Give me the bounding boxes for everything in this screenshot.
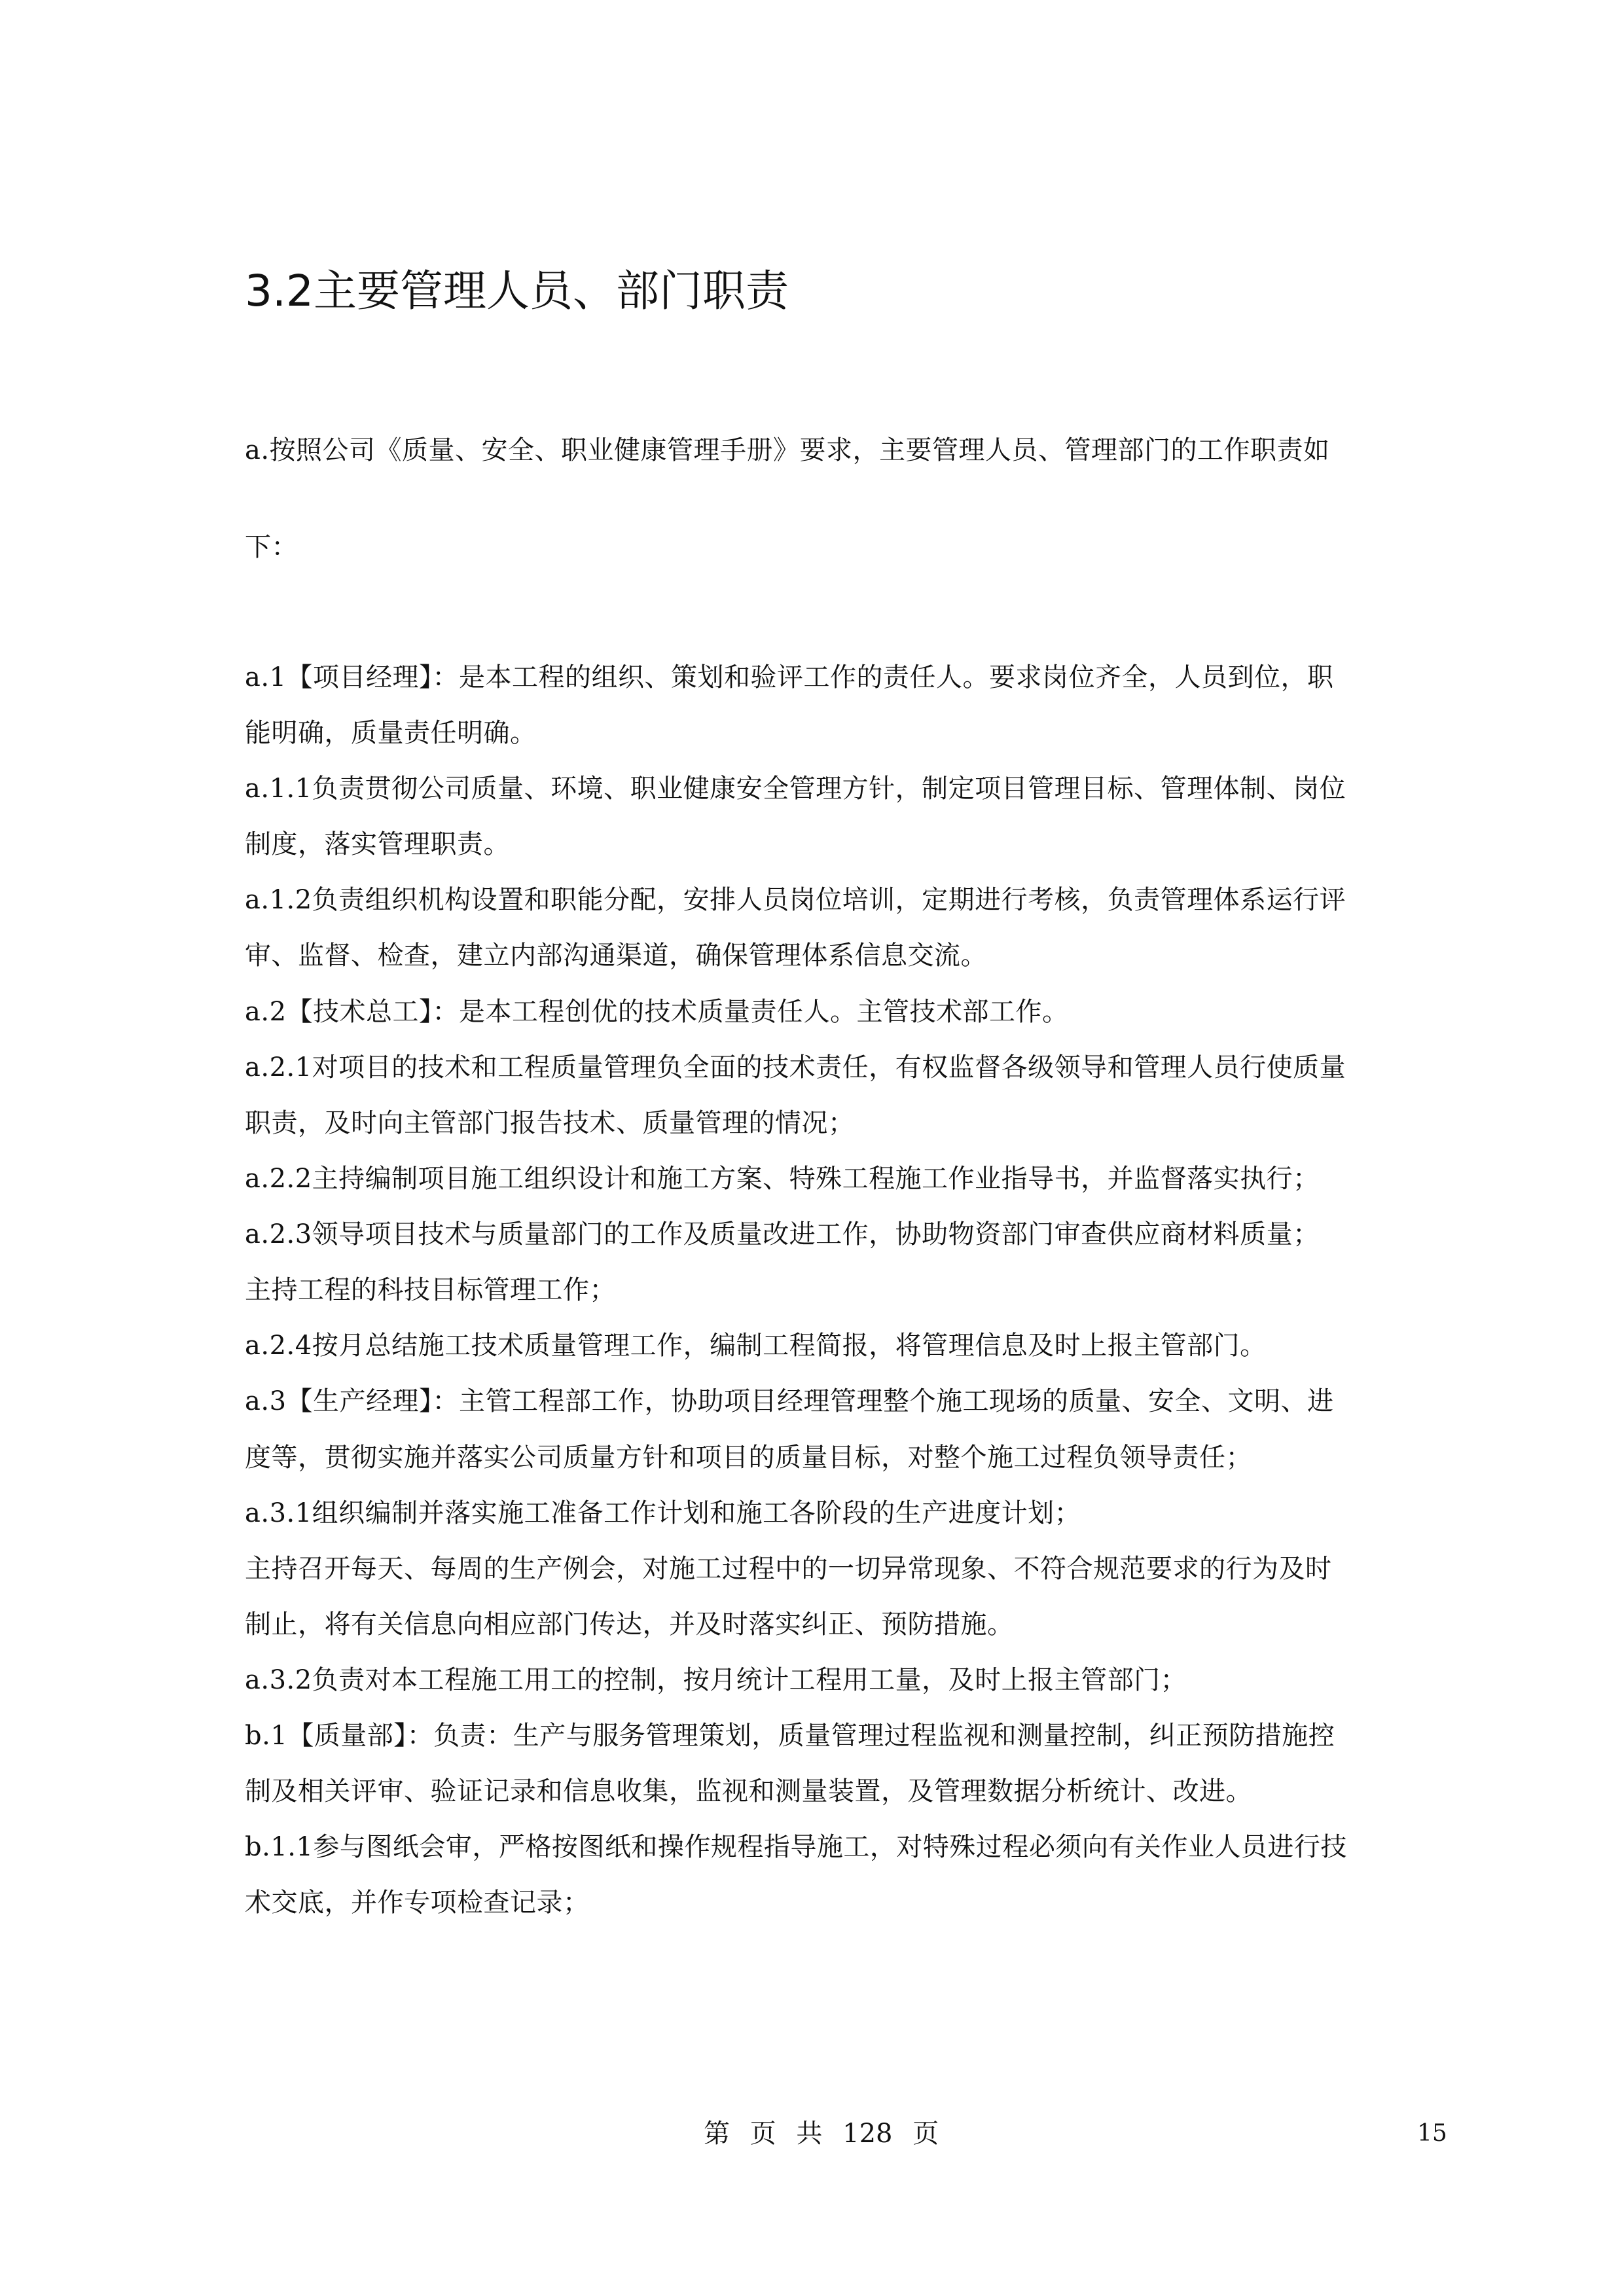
- section-heading: 3.2主要管理人员、部门职责: [245, 266, 789, 316]
- paragraph-line: 制及相关评审、验证记录和信息收集，监视和测量装置，及管理数据分析统计、改进。: [245, 1776, 1252, 1806]
- paragraph-line: b.1.1参与图纸会审，严格按图纸和操作规程指导施工，对特殊过程必须向有关作业人员进行技: [245, 1832, 1347, 1862]
- paragraph-line: a.3【生产经理】：主管工程部工作，协助项目经理管理整个施工现场的质量、安全、文明、进: [245, 1386, 1334, 1416]
- paragraph-line: a.2.2主持编制项目施工组织设计和施工方案、特殊工程施工作业指导书，并监督落实执行；: [245, 1164, 1320, 1194]
- paragraph-line: 下：: [245, 532, 298, 562]
- page-number: 15: [1417, 2120, 1447, 2147]
- paragraph-line: a.1.1负责贯彻公司质量、环境、职业健康安全管理方针，制定项目管理目标、管理体制、岗位: [245, 774, 1346, 804]
- paragraph-line: 能明确，质量责任明确。: [245, 718, 537, 748]
- page-footer-label: 第 页 共 128 页: [704, 2119, 939, 2149]
- paragraph-line: a.3.1组织编制并落实施工准备工作计划和施工各阶段的生产进度计划；: [245, 1498, 1081, 1528]
- paragraph-line: 制止，将有关信息向相应部门传达，并及时落实纠正、预防措施。: [245, 1609, 1014, 1640]
- paragraph-line: a.按照公司《质量、安全、职业健康管理手册》要求，主要管理人员、管理部门的工作职责如: [245, 435, 1330, 465]
- paragraph-line: 术交底，并作专项检查记录；: [245, 1888, 590, 1918]
- paragraph-line: 度等，贯彻实施并落实公司质量方针和项目的质量目标，对整个施工过程负领导责任；: [245, 1443, 1252, 1473]
- paragraph-line: 审、监督、检查，建立内部沟通渠道，确保管理体系信息交流。: [245, 941, 987, 971]
- paragraph-line: a.2.3领导项目技术与质量部门的工作及质量改进工作，协助物资部门审查供应商材料质量；: [245, 1219, 1320, 1249]
- paragraph-line: a.2【技术总工】：是本工程创优的技术质量责任人。主管技术部工作。: [245, 997, 1069, 1027]
- paragraph-line: 主持工程的科技目标管理工作；: [245, 1275, 616, 1305]
- paragraph-line: 主持召开每天、每周的生产例会，对施工过程中的一切异常现象、不符合规范要求的行为及时: [245, 1554, 1332, 1584]
- paragraph-line: a.1【项目经理】：是本工程的组织、策划和验评工作的责任人。要求岗位齐全，人员到位，职: [245, 662, 1334, 692]
- paragraph-line: b.1【质量部】：负责：生产与服务管理策划，质量管理过程监视和测量控制，纠正预防措施控: [245, 1721, 1335, 1751]
- paragraph-line: a.2.1对项目的技术和工程质量管理负全面的技术责任，有权监督各级领导和管理人员行使质量: [245, 1052, 1346, 1083]
- paragraph-line: a.2.4按月总结施工技术质量管理工作，编制工程简报，将管理信息及时上报主管部门。: [245, 1331, 1267, 1361]
- paragraph-line: 职责，及时向主管部门报告技术、质量管理的情况；: [245, 1108, 855, 1138]
- paragraph-line: a.3.2负责对本工程施工用工的控制，按月统计工程用工量，及时上报主管部门；: [245, 1665, 1187, 1695]
- paragraph-line: a.1.2负责组织机构设置和职能分配，安排人员岗位培训，定期进行考核，负责管理体系运行评: [245, 885, 1346, 915]
- paragraph-line: 制度，落实管理职责。: [245, 829, 510, 859]
